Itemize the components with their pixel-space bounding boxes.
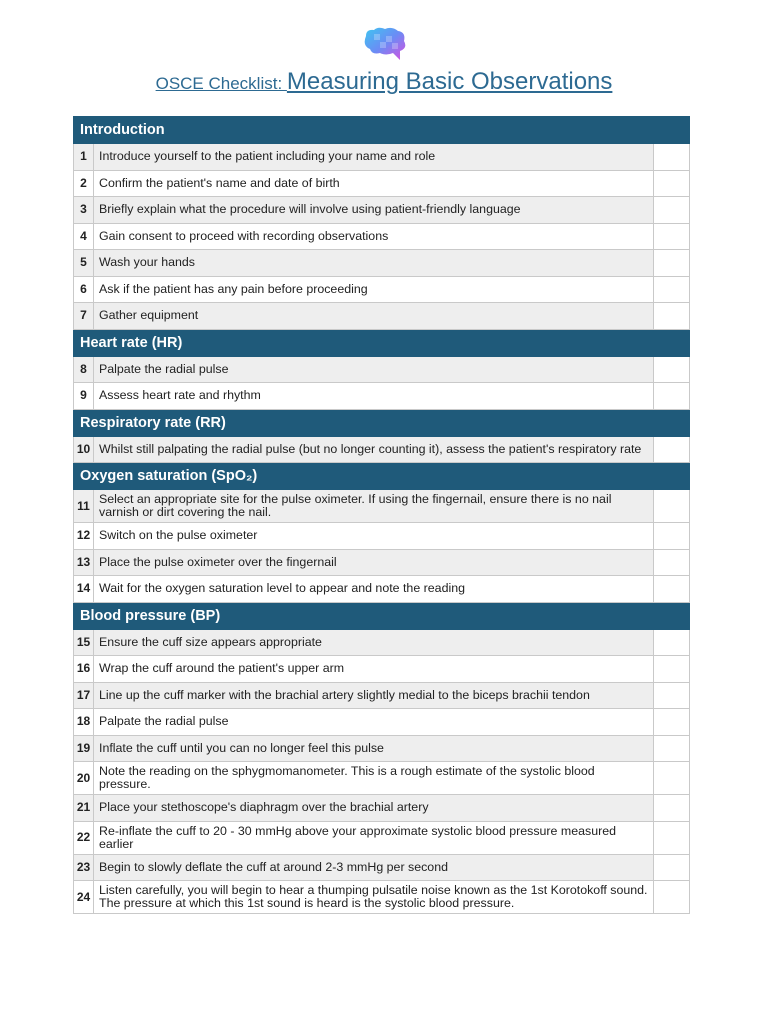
checkbox-cell[interactable] <box>653 629 689 656</box>
item-text: Note the reading on the sphygmomanometer. This is a rough estimate of the systolic blood pressure. <box>94 762 654 795</box>
checklist-row <box>74 762 690 795</box>
item-number: 11 <box>74 490 94 523</box>
checkbox-cell[interactable] <box>653 709 689 736</box>
checklist-row <box>74 821 690 854</box>
checkbox-cell[interactable] <box>653 250 689 277</box>
item-text: Line up the cuff marker with the brachial artery slightly medial to the biceps brachii tendon <box>94 682 654 709</box>
item-number: 13 <box>74 549 94 576</box>
section-header <box>74 117 690 144</box>
checkbox-cell[interactable] <box>653 197 689 224</box>
checklist-row <box>74 144 690 171</box>
item-text: Confirm the patient's name and date of birth <box>94 170 654 197</box>
item-text: Palpate the radial pulse <box>94 709 654 736</box>
checkbox-cell[interactable] <box>653 854 689 881</box>
checklist-row <box>74 795 690 822</box>
checkbox-cell[interactable] <box>653 303 689 330</box>
item-number: 17 <box>74 682 94 709</box>
checklist-row <box>74 881 690 914</box>
item-text: Assess heart rate and rhythm <box>94 383 654 410</box>
item-number: 23 <box>74 854 94 881</box>
checklist-row <box>74 383 690 410</box>
checklist-row <box>74 682 690 709</box>
title-prefix: OSCE Checklist: <box>155 74 287 93</box>
item-number: 10 <box>74 436 94 463</box>
checklist-row <box>74 303 690 330</box>
item-text: Inflate the cuff until you can no longer feel this pulse <box>94 735 654 762</box>
item-number: 12 <box>74 523 94 550</box>
checkbox-cell[interactable] <box>653 523 689 550</box>
page-title <box>0 68 768 96</box>
item-number: 7 <box>74 303 94 330</box>
item-number: 18 <box>74 709 94 736</box>
item-text: Place the pulse oximeter over the fingernail <box>94 549 654 576</box>
section-header <box>74 329 690 356</box>
checkbox-cell[interactable] <box>653 490 689 523</box>
item-number: 5 <box>74 250 94 277</box>
checklist-table <box>73 116 690 914</box>
item-text: Re-inflate the cuff to 20 - 30 mmHg above your approximate systolic blood pressure measured earlier <box>94 821 654 854</box>
item-text: Ensure the cuff size appears appropriate <box>94 629 654 656</box>
checkbox-cell[interactable] <box>653 762 689 795</box>
checklist-row <box>74 523 690 550</box>
checkbox-cell[interactable] <box>653 682 689 709</box>
item-text: Gather equipment <box>94 303 654 330</box>
checkbox-cell[interactable] <box>653 881 689 914</box>
section-header <box>74 602 690 629</box>
checkbox-cell[interactable] <box>653 144 689 171</box>
section-title: Respiratory rate (RR) <box>74 409 690 436</box>
checklist-row <box>74 276 690 303</box>
item-text: Place your stethoscope's diaphragm over the brachial artery <box>94 795 654 822</box>
checkbox-cell[interactable] <box>653 383 689 410</box>
item-number: 15 <box>74 629 94 656</box>
item-number: 2 <box>74 170 94 197</box>
item-number: 21 <box>74 795 94 822</box>
item-text: Gain consent to proceed with recording observations <box>94 223 654 250</box>
item-text: Switch on the pulse oximeter <box>94 523 654 550</box>
checklist-row <box>74 656 690 683</box>
checklist-row <box>74 356 690 383</box>
brain-icon <box>360 26 410 66</box>
checklist-row <box>74 735 690 762</box>
item-text: Introduce yourself to the patient including your name and role <box>94 144 654 171</box>
item-number: 16 <box>74 656 94 683</box>
checklist-row <box>74 576 690 603</box>
item-text: Wash your hands <box>94 250 654 277</box>
checkbox-cell[interactable] <box>653 436 689 463</box>
checkbox-cell[interactable] <box>653 576 689 603</box>
item-number: 6 <box>74 276 94 303</box>
checklist-row <box>74 490 690 523</box>
section-title: Oxygen saturation (SpO₂) <box>74 463 690 490</box>
checkbox-cell[interactable] <box>653 549 689 576</box>
checkbox-cell[interactable] <box>653 223 689 250</box>
checklist-row <box>74 436 690 463</box>
item-text: Ask if the patient has any pain before proceeding <box>94 276 654 303</box>
item-number: 22 <box>74 821 94 854</box>
checklist-row <box>74 197 690 224</box>
item-number: 9 <box>74 383 94 410</box>
item-number: 1 <box>74 144 94 171</box>
item-text: Select an appropriate site for the pulse oximeter. If using the fingernail, ensure there is no nail varnish or dirt covering the nail. <box>94 490 654 523</box>
item-number: 3 <box>74 197 94 224</box>
item-number: 20 <box>74 762 94 795</box>
item-text: Wrap the cuff around the patient's upper arm <box>94 656 654 683</box>
checklist-row <box>74 170 690 197</box>
checklist-row <box>74 549 690 576</box>
item-number: 14 <box>74 576 94 603</box>
title-main: Measuring Basic Observations <box>286 68 613 95</box>
checklist-row <box>74 250 690 277</box>
checklist-row <box>74 223 690 250</box>
item-number: 19 <box>74 735 94 762</box>
item-text: Begin to slowly deflate the cuff at around 2-3 mmHg per second <box>94 854 654 881</box>
item-text: Briefly explain what the procedure will involve using patient-friendly language <box>94 197 654 224</box>
item-number: 24 <box>74 881 94 914</box>
section-title: Heart rate (HR) <box>74 329 690 356</box>
item-number: 4 <box>74 223 94 250</box>
checkbox-cell[interactable] <box>653 170 689 197</box>
checkbox-cell[interactable] <box>653 276 689 303</box>
item-text: Whilst still palpating the radial pulse (but no longer counting it), assess the patient's respiratory rate <box>94 436 654 463</box>
checkbox-cell[interactable] <box>653 656 689 683</box>
section-header <box>74 409 690 436</box>
checkbox-cell[interactable] <box>653 356 689 383</box>
item-text: Palpate the radial pulse <box>94 356 654 383</box>
item-text: Wait for the oxygen saturation level to appear and note the reading <box>94 576 654 603</box>
section-header <box>74 463 690 490</box>
item-text: Listen carefully, you will begin to hear a thumping pulsatile noise known as the 1st Korotokoff sound. The pressure at which this 1st sound is heard is the systolic blood pressure. <box>94 881 654 914</box>
section-title: Introduction <box>74 117 690 144</box>
section-title: Blood pressure (BP) <box>74 602 690 629</box>
checkbox-cell[interactable] <box>653 795 689 822</box>
checklist-row <box>74 854 690 881</box>
checkbox-cell[interactable] <box>653 821 689 854</box>
item-number: 8 <box>74 356 94 383</box>
checkbox-cell[interactable] <box>653 735 689 762</box>
checklist-row <box>74 629 690 656</box>
checklist-row <box>74 709 690 736</box>
